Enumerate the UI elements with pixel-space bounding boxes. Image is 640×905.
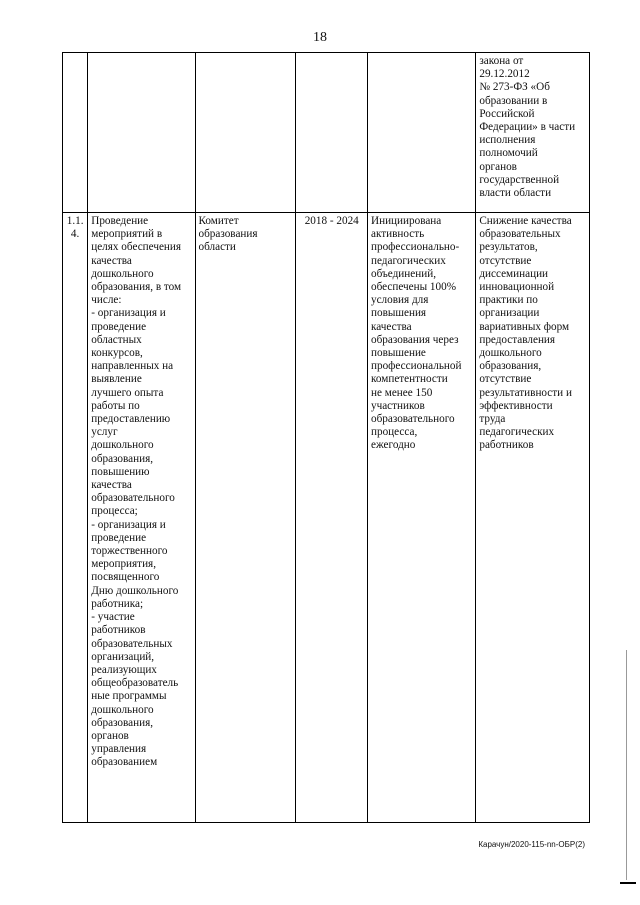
cell-text-line: работника; [91, 597, 144, 610]
cell-text-line: области [198, 241, 236, 254]
cell-text-line: профессиональной [371, 360, 462, 373]
cell-text-line: мероприятия, [91, 558, 156, 571]
cell-text-line: результативности и [479, 386, 572, 399]
cell-text-line: труда [479, 413, 506, 426]
cell-text-line: полномочий [479, 147, 538, 160]
cell-text-line: услуг [91, 426, 118, 439]
cell-text-line: работы по [91, 399, 140, 412]
cell-text-line: диссеминации [479, 267, 549, 280]
cell-text-line: власти области [479, 187, 552, 200]
cell-text-line: дошкольного [479, 347, 542, 360]
cell-text-line: педагогических [371, 254, 446, 267]
scan-edge-mark [620, 882, 636, 884]
cell-text-line: организации [479, 307, 540, 320]
cell-text-line: Инициирована [371, 215, 442, 227]
cell-activity [88, 53, 195, 213]
cell-number [63, 53, 88, 213]
cell-text-line: участников [371, 399, 425, 412]
cell-text-line: государственной [479, 173, 560, 186]
cell-text-line: образовательных [91, 637, 173, 650]
table-row [63, 213, 590, 823]
cell-activity [88, 213, 195, 823]
cell-text-line: дошкольного [91, 267, 154, 280]
cell-text-line: практики по [479, 294, 538, 307]
cell-text-line: числе: [91, 294, 122, 307]
cell-text-line: образованием [91, 756, 158, 769]
cell-text-line: образования, [479, 360, 542, 373]
cell-text-line: - участие [91, 611, 135, 624]
cell-text-line: целях обеспечения [91, 241, 182, 254]
cell-text-line: повышения [371, 307, 427, 320]
cell-text-line: работников [479, 439, 534, 452]
cell-text-line: Дню дошкольного [91, 584, 179, 597]
cell-text-line: процесса, [371, 426, 418, 439]
cell-text-line: образовательных [479, 228, 561, 241]
cell-text-line: отсутствие [479, 373, 532, 386]
document-table [62, 52, 590, 823]
cell-number [63, 213, 88, 823]
cell-text-line: - организация и [91, 307, 166, 320]
cell-text-line: объединений, [371, 267, 436, 280]
document-footer-code: Карачун/2020-115-nn-ОБР(2) [478, 840, 585, 849]
cell-text-line: качества [91, 479, 132, 492]
cell-text-line: процесса; [91, 505, 138, 518]
cell-text-line: мероприятий в [91, 228, 163, 241]
cell-responsible [195, 213, 296, 823]
cell-text-line: дошкольного [91, 439, 154, 452]
cell-text-line: проведение [91, 531, 147, 544]
cell-text-line: организаций, [91, 650, 155, 663]
cell-text-line: Проведение [91, 215, 149, 227]
cell-text-line: реализующих [91, 663, 157, 676]
cell-responsible [195, 53, 296, 213]
cell-text-line: органов [91, 729, 129, 742]
cell-text-line: органов [479, 160, 517, 173]
cell-text-line: работников [91, 624, 146, 637]
cell-text-line: компетентности [371, 373, 448, 386]
cell-text-line: конкурсов, [91, 347, 143, 360]
cell-text-line: Российской [479, 107, 535, 120]
cell-text-line: образовании в [479, 94, 548, 107]
cell-text-line: образовательного [371, 413, 455, 426]
cell-text-line: предоставления [479, 333, 556, 346]
cell-text-line: проведение [91, 320, 147, 333]
cell-text-line: педагогических [479, 426, 555, 439]
cell-text-line: не менее 150 [371, 386, 433, 399]
cell-text-line: Федерации» в части [479, 121, 576, 134]
cell-text-line: посвященного [91, 571, 160, 584]
cell-text-line: условия для [371, 294, 429, 307]
cell-text-line: результатов, [479, 241, 538, 254]
cell-text-line: активность [371, 228, 425, 241]
cell-period: 2018 - 2024 [296, 213, 368, 823]
cell-text-line: образования через [371, 333, 459, 346]
cell-result [368, 53, 476, 213]
cell-text-line: профессионально- [371, 241, 460, 254]
cell-text-line: управления [91, 743, 147, 756]
cell-text-line: 1.1. [66, 215, 84, 227]
cell-text-line: 29.12.2012 [479, 68, 530, 81]
scan-edge-line [626, 650, 627, 880]
cell-text-line: образовательного [91, 492, 175, 505]
cell-text-line: повышение [371, 347, 426, 360]
cell-text-line: эффективности [479, 399, 553, 412]
cell-text-line: вариативных форм [479, 320, 570, 333]
cell-text-line: № 273-ФЗ «Об [479, 81, 550, 94]
cell-text-line: - организация и [91, 518, 166, 531]
table-row [63, 53, 590, 213]
cell-text-line: качества [371, 320, 412, 333]
cell-text-line: инновационной [479, 281, 555, 294]
cell-text-line: лучшего опыта [91, 386, 164, 399]
cell-risk [476, 53, 590, 213]
cell-text-line: выявление [91, 373, 142, 386]
cell-text-line: образования, [91, 452, 154, 465]
cell-text-line: обеспечены 100% [371, 281, 457, 294]
cell-text-line: торжественного [91, 545, 168, 558]
cell-period [296, 53, 368, 213]
page-number: 18 [313, 30, 327, 45]
cell-text-line: образования, в том [91, 281, 182, 294]
cell-text-line: ные программы [91, 690, 167, 703]
cell-text-line: образования [198, 228, 258, 241]
cell-text-line: качества [91, 254, 132, 267]
cell-text-line: 4. [70, 228, 80, 241]
cell-text-line: закона от [479, 55, 524, 67]
cell-text-line: направленных на [91, 360, 174, 373]
cell-text-line: Комитет [198, 215, 239, 227]
cell-text-line: ежегодно [371, 439, 416, 452]
cell-text-line: Снижение качества [479, 215, 572, 227]
cell-text-line: предоставлению [91, 413, 171, 426]
cell-risk [476, 213, 590, 823]
cell-text-line: образования, [91, 716, 154, 729]
cell-text-line: дошкольного [91, 703, 154, 716]
cell-text-line: исполнения [479, 134, 536, 147]
cell-result [368, 213, 476, 823]
cell-text-line: областных [91, 333, 142, 346]
cell-text-line: повышению [91, 465, 150, 478]
cell-text-line: общеобразователь [91, 677, 179, 690]
cell-text-line: отсутствие [479, 254, 532, 267]
